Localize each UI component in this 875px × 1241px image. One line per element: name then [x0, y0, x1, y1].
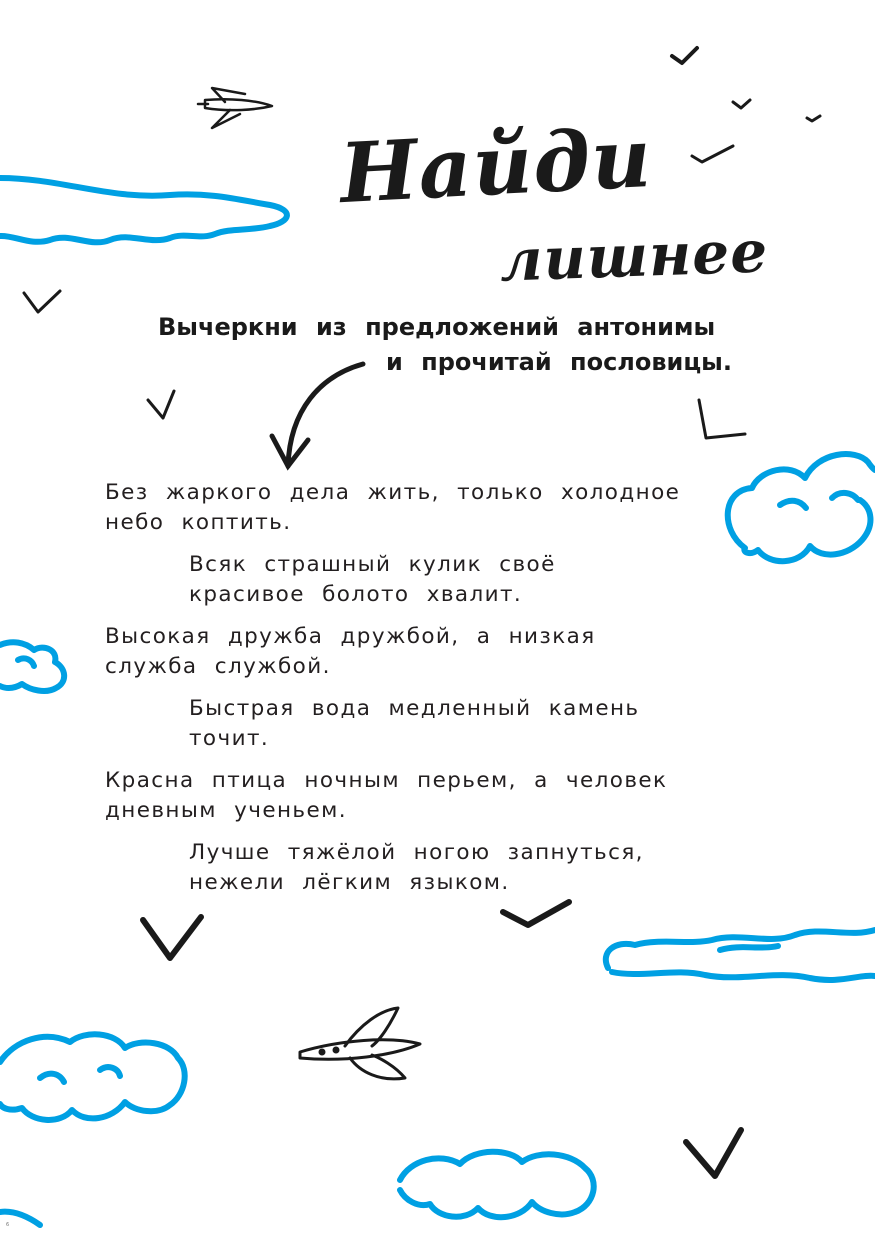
cloud-icon: [606, 930, 875, 980]
proverb-line: дневным ученьем.: [105, 798, 347, 823]
proverb-2: [189, 550, 556, 610]
bird-icon: [143, 917, 201, 958]
bird-icon: [692, 146, 733, 162]
proverb-line: Без жаркого дела жить, только холодное: [105, 480, 681, 505]
bird-icon: [733, 100, 750, 108]
bird-icon: [699, 400, 745, 438]
page-title-line2: лишнее: [498, 217, 770, 295]
cloud-icon: [0, 1034, 185, 1120]
arrow-icon: [272, 364, 363, 466]
proverb-line: служба службой.: [105, 654, 331, 679]
proverb-line: небо коптить.: [105, 510, 292, 535]
proverb-line: Лучше тяжёлой ногою запнуться,: [189, 840, 644, 865]
proverb-5: [105, 766, 667, 826]
proverb-line: Быстрая вода медленный камень: [189, 696, 640, 721]
plane-icon: [198, 88, 272, 128]
bird-icon: [807, 116, 820, 121]
proverb-line: Красна птица ночным перьем, а человек: [105, 768, 668, 793]
page-number: 6: [6, 1222, 10, 1228]
proverb-6: [189, 838, 644, 898]
plane-icon: [300, 1008, 420, 1079]
cloud-icon: [400, 1152, 594, 1217]
bird-icon: [686, 1130, 741, 1176]
proverb-line: Всяк страшный кулик своё: [189, 552, 556, 577]
instruction-line2: и прочитай пословицы.: [386, 348, 732, 376]
bird-icon: [672, 48, 697, 63]
bird-icon: [24, 291, 60, 312]
page-title-line1: Найди: [337, 109, 655, 223]
cloud-icon: [0, 178, 287, 242]
instruction-line1: Вычеркни из предложений антонимы: [158, 313, 716, 341]
proverb-line: точит.: [189, 726, 270, 751]
proverb-3: [105, 622, 596, 682]
proverb-line: Высокая дружба дружбой, а низкая: [105, 624, 596, 649]
cloud-icon: [728, 454, 875, 561]
proverb-4: [189, 694, 639, 754]
proverb-1: [105, 478, 680, 538]
proverb-line: красивое болото хвалит.: [189, 582, 523, 607]
bird-icon: [148, 391, 174, 418]
bird-icon: [503, 902, 569, 925]
cloud-icon: [0, 642, 64, 691]
proverb-line: нежели лёгким языком.: [189, 870, 510, 895]
